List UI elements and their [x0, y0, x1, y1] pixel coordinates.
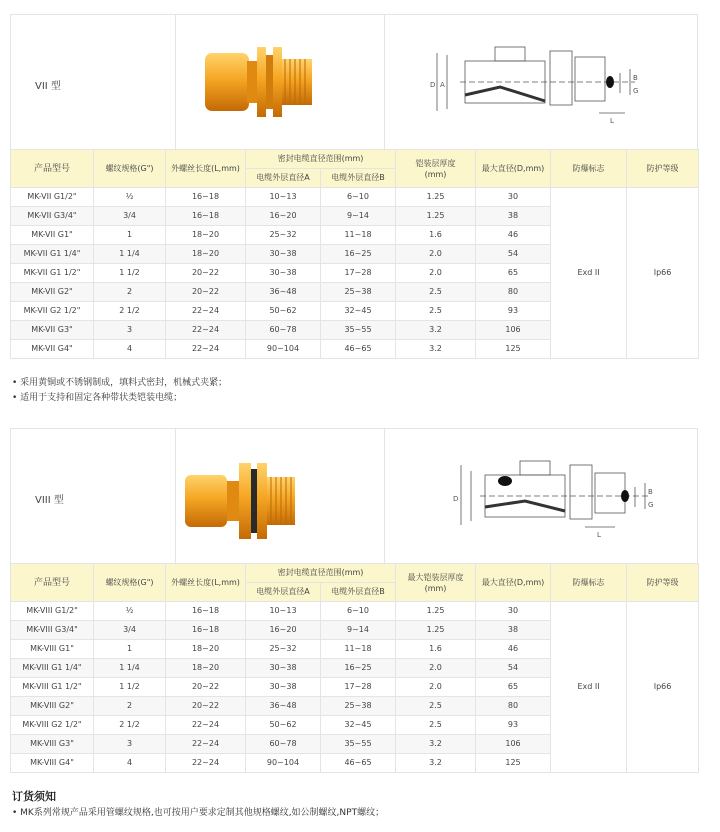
cell-a: 16~20 [246, 621, 321, 640]
cell-armor: 3.2 [396, 340, 476, 359]
type-label: VIII 型 [35, 495, 64, 506]
cell-b: 9~14 [321, 207, 396, 226]
th-model: 产品型号 [11, 150, 94, 188]
table-row [11, 602, 699, 621]
cell-d: 30 [476, 602, 551, 621]
section-viii [10, 428, 698, 773]
type-cell [11, 429, 176, 563]
cell-model: MK-VII G3/4" [11, 207, 94, 226]
cell-thread: 1 [94, 226, 166, 245]
cell-model: MK-VIII G3" [11, 735, 94, 754]
ordering-title: 订货须知 [12, 790, 56, 803]
cell-armor: 2.5 [396, 716, 476, 735]
cell-b: 11~18 [321, 226, 396, 245]
th-protection: 防护等级 [627, 150, 699, 188]
cell-length: 20~22 [166, 283, 246, 302]
cell-model: MK-VIII G1" [11, 640, 94, 659]
cell-model: MK-VIII G2 1/2" [11, 716, 94, 735]
cell-a: 10~13 [246, 188, 321, 207]
cell-b: 25~38 [321, 697, 396, 716]
th-maxdia: 最大直径(D,mm) [476, 564, 551, 602]
cell-b: 32~45 [321, 716, 396, 735]
cell-armor: 2.0 [396, 264, 476, 283]
th-dia-a: 电缆外层直径A [246, 169, 321, 188]
cell-d: 80 [476, 697, 551, 716]
cell-armor: 2.0 [396, 245, 476, 264]
cell-b: 35~55 [321, 321, 396, 340]
cell-b: 46~65 [321, 754, 396, 773]
cell-d: 80 [476, 283, 551, 302]
th-armor: 最大铠装层厚度 (mm) [396, 564, 476, 602]
cell-a: 30~38 [246, 245, 321, 264]
cell-thread: 3/4 [94, 207, 166, 226]
technical-drawing [385, 15, 699, 149]
cell-armor: 1.25 [396, 621, 476, 640]
cell-d: 93 [476, 716, 551, 735]
note-item: • 采用黄铜或不锈钢制成，填料式密封，机械式夹紧； [12, 378, 228, 388]
product-photo [175, 429, 385, 563]
cell-d: 54 [476, 245, 551, 264]
cell-length: 18~20 [166, 659, 246, 678]
cell-model: MK-VIII G1 1/2" [11, 678, 94, 697]
cell-length: 20~22 [166, 264, 246, 283]
cell-thread: 2 1/2 [94, 302, 166, 321]
cell-armor: 1.25 [396, 207, 476, 226]
section-vii-header [10, 14, 698, 149]
cell-length: 20~22 [166, 678, 246, 697]
cell-armor: 3.2 [396, 735, 476, 754]
cell-b: 25~38 [321, 283, 396, 302]
label-b: B [648, 488, 653, 496]
th-thread: 螺纹规格(G") [94, 150, 166, 188]
cell-length: 22~24 [166, 716, 246, 735]
cell-armor: 1.6 [396, 226, 476, 245]
cell-thread: 4 [94, 754, 166, 773]
cell-a: 25~32 [246, 226, 321, 245]
th-length: 外螺丝长度(L,mm) [166, 150, 246, 188]
cell-b: 11~18 [321, 640, 396, 659]
cell-b: 17~28 [321, 264, 396, 283]
cell-b: 9~14 [321, 621, 396, 640]
cell-armor: 2.0 [396, 678, 476, 697]
th-dia-a: 电缆外层直径A [246, 583, 321, 602]
cell-length: 22~24 [166, 321, 246, 340]
label-l: L [610, 117, 614, 125]
cell-b: 6~10 [321, 602, 396, 621]
ordering-note: • MK系列常规产品采用管螺纹规格,也可按用户要求定制其他规格螺纹,如公制螺纹,NPT螺纹； [12, 808, 385, 818]
cell-explosion: Exd II [551, 188, 627, 359]
cell-explosion: Exd II [551, 602, 627, 773]
product-photo [175, 15, 385, 149]
cell-model: MK-VII G2" [11, 283, 94, 302]
cell-thread: 3/4 [94, 621, 166, 640]
cell-thread: 3 [94, 735, 166, 754]
label-d: D [453, 495, 459, 503]
cell-model: MK-VII G1 1/4" [11, 245, 94, 264]
cell-thread: 2 [94, 697, 166, 716]
label-a: A [440, 81, 445, 89]
cell-d: 46 [476, 226, 551, 245]
table-row [11, 188, 699, 207]
cell-thread: 1 1/2 [94, 678, 166, 697]
cell-armor: 2.5 [396, 697, 476, 716]
type-label: VII 型 [35, 81, 61, 92]
th-explosion: 防爆标志 [551, 564, 627, 602]
cell-thread: 2 [94, 283, 166, 302]
cell-d: 30 [476, 188, 551, 207]
cell-a: 90~104 [246, 340, 321, 359]
cell-a: 30~38 [246, 264, 321, 283]
cell-length: 18~20 [166, 245, 246, 264]
label-g: G [633, 87, 639, 95]
cell-d: 106 [476, 735, 551, 754]
cell-d: 125 [476, 754, 551, 773]
cell-model: MK-VII G1 1/2" [11, 264, 94, 283]
cell-length: 22~24 [166, 754, 246, 773]
th-model: 产品型号 [11, 564, 94, 602]
cell-thread: 1 1/4 [94, 245, 166, 264]
section-vii-notes [12, 376, 227, 406]
cell-a: 25~32 [246, 640, 321, 659]
cell-b: 32~45 [321, 302, 396, 321]
th-seal-range: 密封电缆直径范围(mm) [246, 150, 396, 169]
note-item: • 适用于支持和固定各种带状类铠装电缆； [12, 393, 183, 403]
cell-a: 50~62 [246, 302, 321, 321]
cell-model: MK-VIII G1 1/4" [11, 659, 94, 678]
cell-d: 93 [476, 302, 551, 321]
cell-model: MK-VII G1/2" [11, 188, 94, 207]
cell-armor: 2.5 [396, 302, 476, 321]
cell-armor: 1.25 [396, 188, 476, 207]
cell-d: 106 [476, 321, 551, 340]
cell-b: 35~55 [321, 735, 396, 754]
cell-a: 60~78 [246, 321, 321, 340]
cell-thread: ½ [94, 188, 166, 207]
cell-a: 10~13 [246, 602, 321, 621]
cell-model: MK-VII G2 1/2" [11, 302, 94, 321]
cell-b: 17~28 [321, 678, 396, 697]
cell-d: 46 [476, 640, 551, 659]
cell-length: 18~20 [166, 640, 246, 659]
cell-model: MK-VII G4" [11, 340, 94, 359]
cell-b: 6~10 [321, 188, 396, 207]
cell-model: MK-VIII G2" [11, 697, 94, 716]
cell-b: 16~25 [321, 659, 396, 678]
cell-length: 22~24 [166, 302, 246, 321]
cell-length: 20~22 [166, 697, 246, 716]
cell-d: 125 [476, 340, 551, 359]
cell-protection: Ip66 [627, 602, 699, 773]
cell-thread: 2 1/2 [94, 716, 166, 735]
cell-a: 30~38 [246, 678, 321, 697]
cell-a: 36~48 [246, 697, 321, 716]
cell-thread: ½ [94, 602, 166, 621]
cell-d: 65 [476, 678, 551, 697]
label-d: D [430, 81, 436, 89]
cell-length: 16~18 [166, 602, 246, 621]
th-protection: 防护等级 [627, 564, 699, 602]
section-vii [10, 14, 698, 359]
cell-model: MK-VIII G4" [11, 754, 94, 773]
cell-b: 16~25 [321, 245, 396, 264]
cell-d: 54 [476, 659, 551, 678]
cell-a: 30~38 [246, 659, 321, 678]
th-seal-range: 密封电缆直径范围(mm) [246, 564, 396, 583]
cell-thread: 1 [94, 640, 166, 659]
th-dia-b: 电缆外层直径B [321, 169, 396, 188]
cell-a: 16~20 [246, 207, 321, 226]
cell-armor: 1.6 [396, 640, 476, 659]
cell-d: 38 [476, 207, 551, 226]
th-dia-b: 电缆外层直径B [321, 583, 396, 602]
section-viii-header [10, 428, 698, 563]
cell-thread: 4 [94, 340, 166, 359]
cell-model: MK-VII G1" [11, 226, 94, 245]
cell-length: 18~20 [166, 226, 246, 245]
th-thread: 螺纹规格(G") [94, 564, 166, 602]
technical-drawing [385, 429, 699, 563]
cell-thread: 1 1/4 [94, 659, 166, 678]
cell-armor: 2.0 [396, 659, 476, 678]
label-b: B [633, 74, 638, 82]
cell-a: 90~104 [246, 754, 321, 773]
cell-length: 16~18 [166, 621, 246, 640]
cell-d: 38 [476, 621, 551, 640]
cell-b: 46~65 [321, 340, 396, 359]
cell-thread: 1 1/2 [94, 264, 166, 283]
cell-a: 50~62 [246, 716, 321, 735]
cell-armor: 2.5 [396, 283, 476, 302]
cell-armor: 3.2 [396, 321, 476, 340]
spec-table-vii [10, 149, 699, 359]
type-cell [11, 15, 176, 149]
cell-protection: Ip66 [627, 188, 699, 359]
cell-armor: 3.2 [396, 754, 476, 773]
cell-model: MK-VIII G1/2" [11, 602, 94, 621]
cell-thread: 3 [94, 321, 166, 340]
th-armor: 铠装层厚度 (mm) [396, 150, 476, 188]
label-l: L [597, 531, 601, 539]
cell-model: MK-VIII G3/4" [11, 621, 94, 640]
cell-a: 36~48 [246, 283, 321, 302]
cell-length: 16~18 [166, 188, 246, 207]
label-g: G [648, 501, 654, 509]
cell-length: 22~24 [166, 340, 246, 359]
th-maxdia: 最大直径(D,mm) [476, 150, 551, 188]
cell-a: 60~78 [246, 735, 321, 754]
cell-model: MK-VII G3" [11, 321, 94, 340]
spec-table-viii [10, 563, 699, 773]
cell-d: 65 [476, 264, 551, 283]
th-length: 外螺丝长度(L,mm) [166, 564, 246, 602]
cell-length: 16~18 [166, 207, 246, 226]
th-explosion: 防爆标志 [551, 150, 627, 188]
cell-armor: 1.25 [396, 602, 476, 621]
cell-length: 22~24 [166, 735, 246, 754]
